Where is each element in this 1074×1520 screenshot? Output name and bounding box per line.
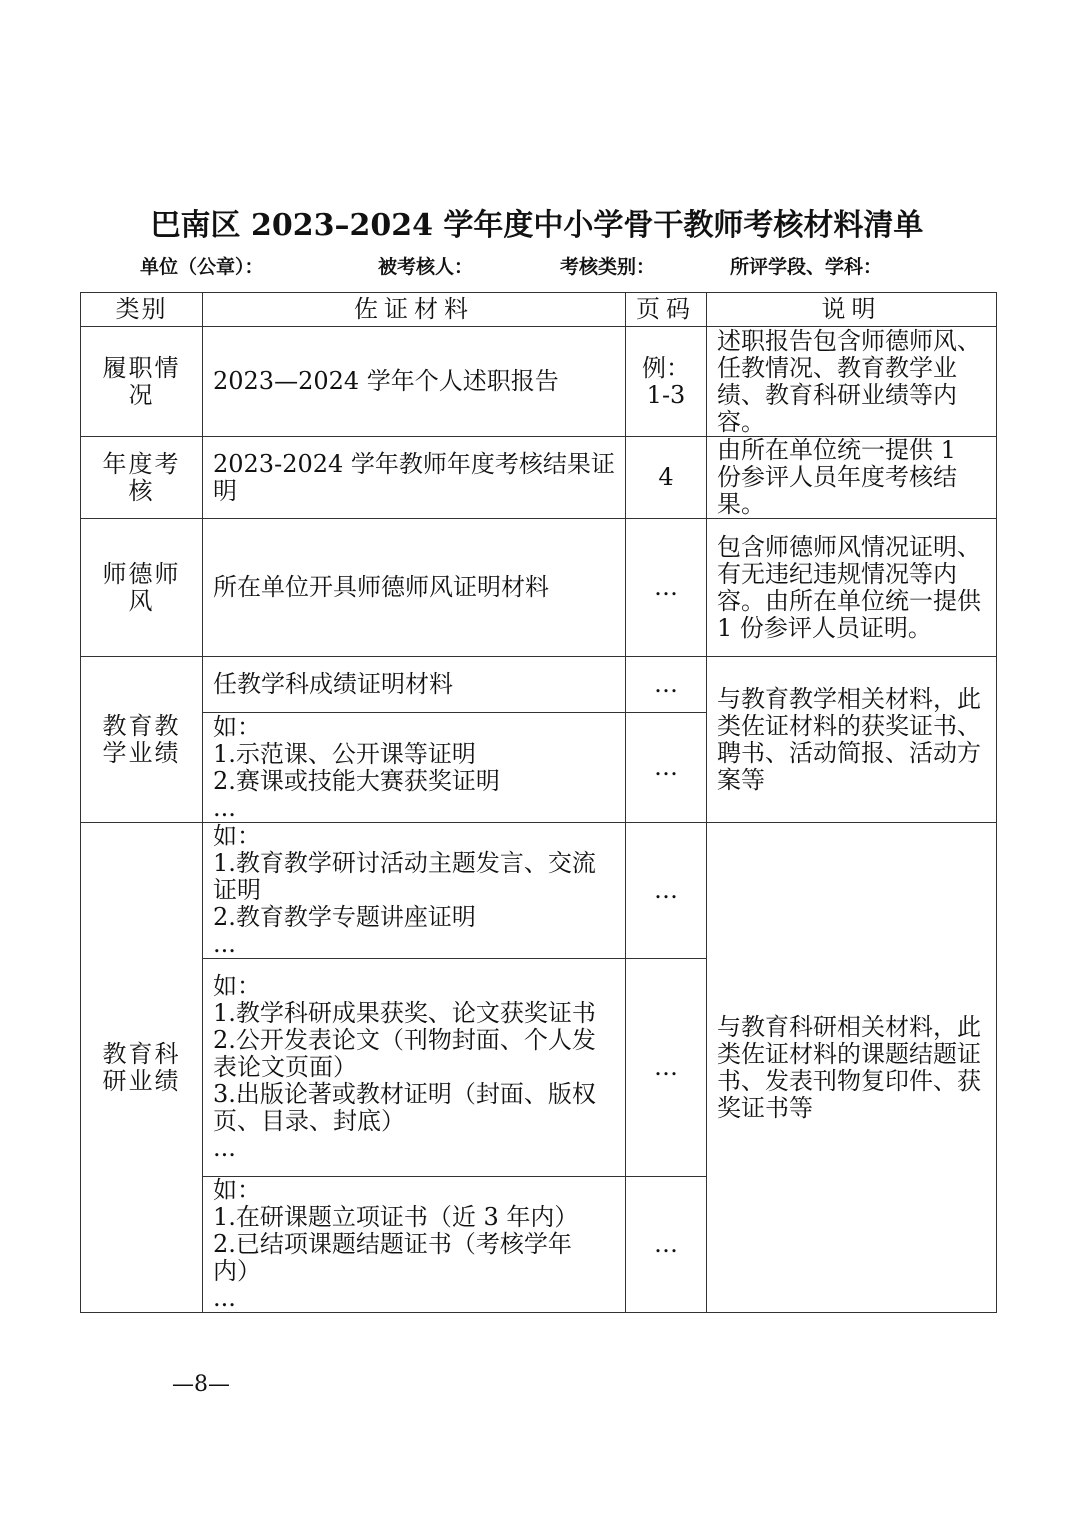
note-cell: 由所在单位统一提供 1 份参评人员年度考核结果。: [707, 437, 997, 519]
page-number: —8—: [172, 1372, 230, 1397]
header-category: 类别: [81, 293, 203, 327]
note-cell: 述职报告包含师德师风、任教情况、教育教学业绩、教育科研业绩等内容。: [707, 327, 997, 437]
table-row: [81, 437, 997, 519]
page-cell: 例： 1-3: [626, 327, 707, 437]
category-cell: 年度考核: [81, 437, 203, 519]
page-cell: …: [626, 823, 707, 959]
category-cell: 履职情况: [81, 327, 203, 437]
examinee-label: 被考核人：: [378, 256, 474, 278]
note-cell: 包含师德师风情况证明、有无违纪违规情况等内容。由所在单位统一提供 1 份参评人员证明。: [707, 519, 997, 657]
document-title: 巴南区 2023–2024 学年度中小学骨干教师考核材料清单: [150, 208, 924, 243]
note-cell: 与教育教学相关材料，此类佐证材料的获奖证书、聘书、活动简报、活动方案等: [707, 657, 997, 823]
note-cell: 与教育科研相关材料，此类佐证材料的课题结题证书、发表刊物复印件、获奖证书等: [707, 823, 997, 1313]
page-cell: …: [626, 1177, 707, 1313]
page-cell: …: [626, 519, 707, 657]
unit-label: 单位（公章）：: [140, 256, 264, 278]
stage-subject-label: 所评学段、学科：: [730, 256, 883, 278]
material-cell: 2023-2024 学年教师年度考核结果证明: [203, 437, 626, 519]
material-cell: 2023—2024 学年个人述职报告: [203, 327, 626, 437]
header-material: 佐证材料: [203, 293, 626, 327]
category-cell: 教育科研业绩: [81, 823, 203, 1313]
material-cell: 如： 1.在研课题立项证书（近 3 年内） 2.已结项课题结题证书（考核学年内） ...: [203, 1177, 626, 1313]
category-cell: 师德师风: [81, 519, 203, 657]
material-cell: 如： 1.教育教学研讨活动主题发言、交流证明 2.教育教学专题讲座证明 ...: [203, 823, 626, 959]
page-cell: …: [626, 657, 707, 713]
category-cell: 教育教学业绩: [81, 657, 203, 823]
page-cell: …: [626, 713, 707, 823]
materials-table: [80, 292, 997, 1313]
material-cell: 如： 1.教学科研成果获奖、论文获奖证书 2.公开发表论文（刊物封面、个人发表论文页面） 3.出版论著或教材证明（封面、版权页、目录、封底） ...: [203, 959, 626, 1177]
table-row: [81, 657, 997, 713]
table-header-row: [81, 293, 997, 327]
material-cell: 任教学科成绩证明材料: [203, 657, 626, 713]
material-cell: 所在单位开具师德师风证明材料: [203, 519, 626, 657]
category-label: 考核类别：: [560, 256, 656, 278]
table-row: [81, 823, 997, 959]
material-cell: 如： 1.示范课、公开课等证明 2.赛课或技能大赛获奖证明 ...: [203, 713, 626, 823]
table-row: [81, 519, 997, 657]
page-cell: 4: [626, 437, 707, 519]
header-note: 说明: [707, 293, 997, 327]
page-cell: …: [626, 959, 707, 1177]
table-row: [81, 327, 997, 437]
header-page: 页码: [626, 293, 707, 327]
